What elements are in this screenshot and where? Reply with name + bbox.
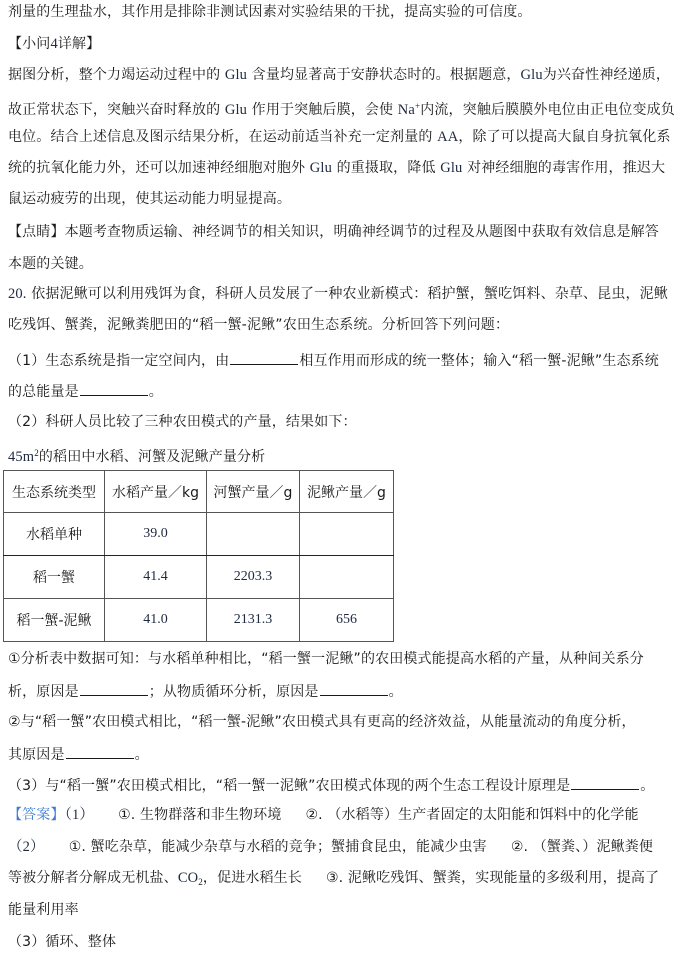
question-number: 20. [8, 286, 27, 302]
table-cell: 稻一蟹 [4, 556, 105, 599]
text: 本题的关键。 [8, 256, 93, 272]
answer-item: ②. （水稻等）生产者固定的太阳能和饵料中的化学能 [305, 807, 639, 823]
sodium-symbol: Na [397, 102, 415, 118]
answer-item: ①. 生物群落和非生物环境 [118, 807, 282, 823]
text: ②与“稻一蟹”农田模式相比，“稻一蟹-泥鳅”农田模式具有更高的经济效益，从能量流动的角度分析， [8, 714, 636, 730]
heading-open: 【小问 [8, 36, 51, 52]
text: 剂量的生理盐水，其作用是排除非测试因素对实验结果的干扰，提高实验的可信度。 [8, 4, 532, 20]
answer-line-5 [8, 932, 686, 952]
answer-part-number: （1） [64, 807, 95, 823]
table-row [4, 599, 394, 642]
answer-blank[interactable] [320, 680, 388, 696]
table-cell [300, 556, 394, 599]
q4-paragraph-line-1 [8, 65, 686, 85]
text: （3）与“稻一蟹”农田模式相比，“稻一蟹一泥鳅”农田模式体现的两个生态工程设计原理是 [8, 778, 571, 794]
q4-detail-heading [8, 34, 686, 54]
text: 电位。结合上述信息及图示结果分析，在运动前适当补充一定剂量的 [8, 129, 433, 145]
table-caption [8, 443, 686, 463]
area-value: 45m [8, 449, 35, 465]
table-cell: 水稻单种 [4, 513, 105, 556]
text: 。 [134, 747, 149, 763]
answer-blank[interactable] [66, 743, 134, 759]
text: 含量均显著高于安静状态时的。根据题意， [251, 67, 521, 83]
comment-line-2 [8, 254, 686, 274]
text: 。 [388, 684, 403, 700]
table-header-cell [105, 471, 207, 513]
answer-blank[interactable] [571, 774, 639, 790]
text: 故正常状态下，突触兴奋时释放的 [8, 102, 221, 118]
yield-table [3, 470, 394, 642]
table-cell [300, 513, 394, 556]
table-cell: 2131.3 [207, 599, 300, 642]
text: 析，原因是 [8, 684, 79, 700]
sub-question-1-line-1 [8, 649, 686, 669]
answer-item: ①. 蟹吃杂草，能减少杂草与水稻的竞争；蟹捕食昆虫，能减少虫害 [68, 839, 487, 855]
question-20-stem-line-1 [8, 284, 686, 304]
text: 其原因是 [8, 747, 65, 763]
text: 对神经细胞的毒害作用，推迟大 [467, 160, 666, 176]
answer-label: 【答案】 [8, 807, 65, 823]
comment-line-1 [8, 222, 686, 242]
text: ，除了可以提高大鼠自身抗氧化系 [458, 129, 671, 145]
heading-close: 详解】 [57, 36, 101, 52]
text: 。 [148, 384, 163, 400]
text: 统的抗氧化能力外，还可以加速神经细胞对胞外 [8, 160, 306, 176]
part-1-line-1 [8, 349, 686, 369]
text: 的总能量是 [8, 384, 79, 400]
table-cell: 41.4 [105, 556, 207, 599]
text: 作用于突触后膜，会使 [251, 102, 394, 118]
text: 吃残饵、蟹粪，泥鳅粪肥田的“稻一蟹-泥鳅”农田生态系统。分析回答下列问题： [8, 317, 510, 333]
table-row [4, 556, 394, 599]
glu-term: Glu [520, 67, 543, 83]
part-1-line-2 [8, 380, 686, 400]
table-header-cell: 生态系统类型 [4, 471, 105, 513]
sodium-charge: + [415, 101, 421, 111]
table-header-cell: 泥鳅产量／g [300, 471, 394, 513]
answer-blank[interactable] [230, 349, 298, 365]
answer-item: （3）循环、整体 [8, 934, 117, 950]
text: （2）科研人员比较了三种农田模式的产量，结果如下： [8, 414, 357, 430]
answer-line-3 [8, 868, 686, 888]
text: ①分析表中数据可知：与水稻单种相比，“稻一蟹一泥鳅”的农田模式能提高水稻的产量，从种间关系分 [8, 651, 644, 667]
table-cell: 2203.3 [207, 556, 300, 599]
text: 。 [640, 778, 655, 794]
table-header-cell: 河蟹产量／g [207, 471, 300, 513]
answer-line-2 [8, 837, 686, 857]
answer-blank[interactable] [80, 380, 148, 396]
text: ；从物质循环分析，原因是 [148, 684, 319, 700]
text: 的重摄取，降低 [336, 160, 436, 176]
text: 相互作用而形成的统一整体；输入“稻一蟹-泥鳅”生态系统 [299, 353, 659, 369]
text: 为兴奋性神经递质， [542, 67, 671, 83]
glu-term: Glu [309, 160, 332, 176]
answer-item: ③. 泥鳅吃残饵、蟹粪，实现能量的多级利用，提高了 [325, 870, 660, 886]
text: 等被分解者分解成无机盐、 [8, 870, 178, 886]
part-3-line [8, 774, 686, 794]
table-header-row [4, 471, 394, 513]
glu-term: Glu [224, 102, 248, 118]
glu-term: Glu [440, 160, 463, 176]
text: 鼠运动疲劳的出现，使其运动能力明显提高。 [8, 191, 291, 207]
q4-paragraph-line-3 [8, 127, 686, 147]
answer-part-number: （2） [8, 839, 45, 855]
text: （1）生态系统是指一定空间内，由 [8, 353, 230, 369]
text: 依据泥鳅可以利用残饵为食，科研人员发展了一种农业新模式：稻护蟹，蟹吃饵料、杂草、昆虫，泥鳅 [31, 286, 668, 302]
answer-line-4 [8, 900, 686, 920]
table-cell: 稻一蟹-泥鳅 [4, 599, 105, 642]
text: ，促进水稻生长 [202, 870, 302, 886]
q4-paragraph-line-2 [8, 96, 686, 116]
part-2-intro [8, 412, 686, 432]
sub-question-2-line-1 [8, 712, 686, 732]
text: 据图分析，整个力竭运动过程中的 [8, 67, 221, 83]
table-cell: 39.0 [105, 513, 207, 556]
co2-subscript: 2 [198, 877, 203, 887]
table-row [4, 513, 394, 556]
text: 的稻田中水稻、河蟹及泥鳅产量分析 [38, 449, 266, 465]
co2-formula: CO [177, 870, 199, 886]
q4-paragraph-line-4 [8, 158, 686, 178]
area-exponent: 2 [34, 448, 39, 458]
header-text: 水稻产量／kg [112, 484, 199, 501]
sub-question-2-line-2 [8, 743, 686, 763]
text: 能量利用率 [8, 902, 79, 918]
answer-blank[interactable] [80, 680, 148, 696]
sub-question-1-line-2 [8, 680, 686, 700]
q4-paragraph-line-5 [8, 189, 686, 209]
aa-term: AA [437, 129, 459, 145]
prev-explanation-line [8, 2, 686, 22]
answer-item: ②. （蟹粪、）泥鳅粪便 [510, 839, 654, 855]
comment-label: 【点睛】 [8, 224, 65, 240]
table-cell: 41.0 [105, 599, 207, 642]
glu-term: Glu [224, 67, 248, 83]
table-cell [207, 513, 300, 556]
answer-line-1 [8, 805, 686, 825]
heading-number: 4 [50, 36, 58, 52]
question-20-stem-line-2 [8, 315, 686, 335]
text: 本题考查物质运输、神经调节的相关知识，明确神经调节的过程及从题图中获取有效信息是解答 [64, 224, 659, 240]
table-cell: 656 [300, 599, 394, 642]
text: 内流，突触后膜膜外电位由正电位变成负 [420, 102, 675, 118]
